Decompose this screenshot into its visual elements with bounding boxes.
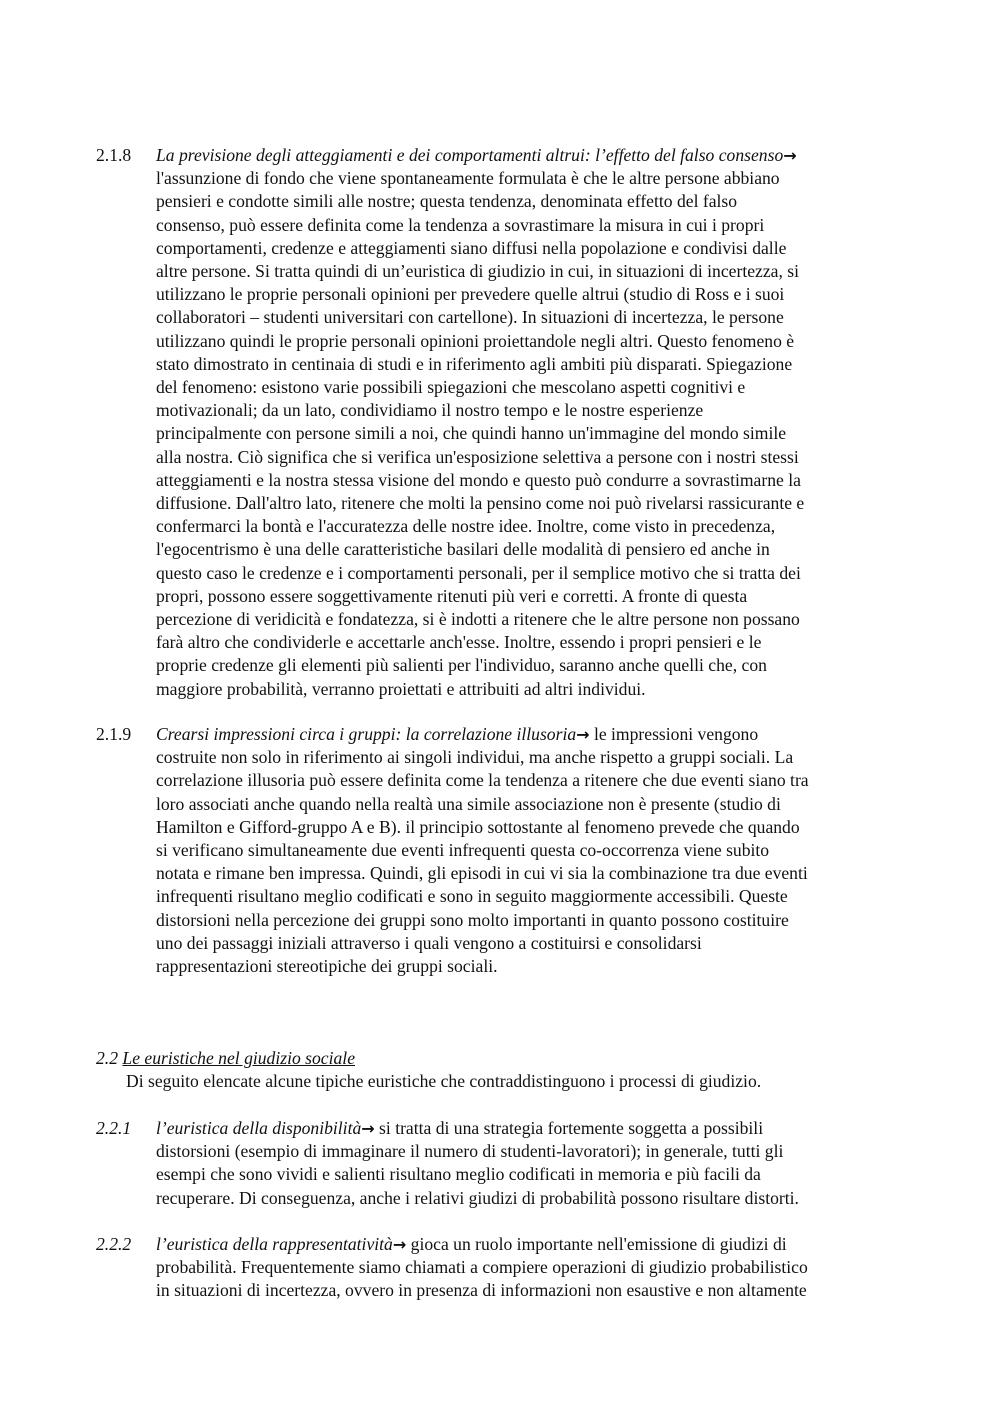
paragraph-line: in situazioni di incertezza, ovvero in presenza di informazioni non esaustive e non altamente — [156, 1280, 807, 1301]
section-2-2-heading — [96, 1047, 916, 1070]
section-number: 2.2.2 — [96, 1234, 132, 1254]
section-number: 2.1.8 — [96, 145, 132, 165]
section-title: La previsione degli atteggiamenti e dei comportamenti altrui: l’effetto del falso consenso — [156, 145, 784, 165]
heading-continuation: gioca un ruolo importante nell'emissione di giudizi di — [406, 1234, 787, 1254]
paragraph-line: notata e rimane ben impressa. Quindi, gli episodi in cui vi sia la combinazione tra due eventi — [156, 863, 808, 884]
arrow-right-icon: → — [783, 146, 797, 165]
paragraph-line: stato dimostrato in centinaia di studi e in riferimento agli ambiti più disparati. Spiegazione — [156, 353, 793, 374]
heading-continuation: le impressioni vengono — [589, 724, 759, 744]
paragraph-line: proprie credenze gli elementi più salienti per l'individuo, saranno anche quelli che, con — [156, 655, 767, 676]
heading-continuation: si tratta di una strategia fortemente soggetta a possibili — [374, 1118, 764, 1138]
paragraph-line: l'assunzione di fondo che viene spontaneamente formulata è che le altre persone abbiano — [156, 168, 780, 189]
section-heading-line — [156, 1233, 916, 1256]
section-body — [156, 1233, 916, 1303]
paragraph-line: collaboratori – studenti universitari con cartellone). In situazioni di incertezza, le persone — [156, 307, 784, 328]
section-intro: Di seguito elencate alcune tipiche euristiche che contraddistinguono i processi di giudizio. — [126, 1071, 762, 1091]
paragraph-line: farà altro che condividerle e accettarle anch'esse. Inoltre, essendo i propri pensieri e le — [156, 632, 762, 653]
paragraph-line: esempi che sono vividi e salienti risultano meglio codificati in memoria e più facili da — [156, 1164, 761, 1185]
section-body — [156, 144, 916, 701]
paragraph-line: correlazione illusoria può essere definita come la tendenza a ritenere che due eventi siano tra — [156, 770, 809, 791]
paragraph-line: atteggiamenti e la nostra stessa visione del mondo e questo può condurre a sovrastimarne la — [156, 469, 801, 490]
section-number: 2.2.1 — [96, 1118, 132, 1138]
paragraph-line: altre persone. Si tratta quindi di un’euristica di giudizio in cui, in situazioni di incertezza, si — [156, 261, 799, 282]
paragraph-line: propri, possono essere soggettivamente ritenuti più veri e corretti. A fronte di questa — [156, 585, 748, 606]
section-title: l’euristica della rappresentatività — [156, 1234, 393, 1254]
section-title: Le euristiche nel giudizio sociale — [122, 1048, 355, 1068]
paragraph-line: l'egocentrismo è una delle caratteristiche basilari delle modalità di pensiero ed anche in — [156, 539, 770, 560]
paragraph-line: loro associati anche quando nella realtà una simile associazione non è presente (studio di — [156, 793, 781, 814]
paragraph-line: Hamilton e Gifford-gruppo A e B). il principio sottostante al fenomeno prevede che quando — [156, 816, 800, 837]
paragraph-line: rappresentazioni stereotipiche dei gruppi sociali. — [156, 956, 498, 977]
paragraph-line: confermarci la bontà e l'accuratezza delle nostre idee. Inoltre, come visto in precedenza, — [156, 516, 776, 537]
arrow-right-icon: → — [392, 1235, 407, 1254]
arrow-right-icon: → — [361, 1119, 375, 1138]
paragraph-line: costruite non solo in riferimento ai singoli individui, ma anche rispetto a gruppi sociali. La — [156, 747, 794, 768]
paragraph-line: motivazionali; da un lato, condividiamo il nostro tempo e le nostre esperienze — [156, 400, 704, 421]
paragraph-line: consenso, può essere definita come la tendenza a sovrastimare la misura in cui i propri — [156, 214, 765, 235]
paragraph-line: distorsioni (esempio di immaginare il numero di studenti-lavoratori); in generale, tutti gli — [156, 1141, 784, 1162]
section-title: Crearsi impressioni circa i gruppi: la correlazione illusoria — [156, 724, 577, 744]
paragraph-line: alla nostra. Ciò significa che si verifica un'esposizione selettiva a persone con i nostri stessi — [156, 446, 799, 467]
section-number: 2.2 — [96, 1048, 118, 1068]
paragraph-line: distorsioni nella percezione dei gruppi sono molto importanti in quanto possono costituire — [156, 909, 789, 930]
paragraph-line: recuperare. Di conseguenza, anche i relativi giudizi di probabilità possono risultare distorti. — [156, 1187, 799, 1208]
section-title: l’euristica della disponibilità — [156, 1118, 362, 1138]
section-heading-line — [156, 1117, 916, 1140]
section-body — [156, 1117, 916, 1210]
paragraph-line: probabilità. Frequentemente siamo chiamati a compiere operazioni di giudizio probabilistico — [156, 1257, 808, 1278]
paragraph-line: principalmente con persone simili a noi, che quindi hanno un'immagine del mondo simile — [156, 423, 787, 444]
paragraph-line: infrequenti risultano meglio codificati e sono in seguito maggiormente accessibili. Queste — [156, 886, 788, 907]
paragraph-line: si verificano simultaneamente due eventi infrequenti questa co-occorrenza viene subito — [156, 840, 770, 861]
paragraph-line: del fenomeno: esistono varie possibili spiegazioni che mescolano aspetti cognitivi e — [156, 377, 746, 398]
paragraph-line: comportamenti, credenze e atteggiamenti siano diffusi nella popolazione e condivisi dalle — [156, 237, 787, 258]
paragraph-line: diffusione. Dall'altro lato, ritenere che molti la pensino come noi può rivelarsi rassicurante e — [156, 493, 805, 514]
paragraph-line: utilizzano le proprie personali opinioni per prevedere quelle altrui (studio di Ross e i suoi — [156, 284, 785, 305]
section-body — [156, 723, 916, 978]
section-number: 2.1.9 — [96, 724, 132, 744]
paragraph-line: questo caso le credenze e i comportamenti personali, per il semplice motivo che si tratta dei — [156, 562, 801, 583]
paragraph-line: maggiore probabilità, verranno proiettati e attribuiti ad altri individui. — [156, 678, 646, 699]
paragraph-line: uno dei passaggi iniziali attraverso i quali vengono a costituirsi e consolidarsi — [156, 932, 702, 953]
paragraph-line: percezione di veridicità e fondatezza, si è indotti a ritenere che le altre persone non possano — [156, 609, 800, 630]
paragraph-line: pensieri e condotte simili alle nostre; questa tendenza, denominata effetto del falso — [156, 191, 738, 212]
arrow-right-icon: → — [576, 725, 590, 744]
section-heading-line — [156, 723, 916, 746]
paragraph-line: utilizzano quindi le proprie personali opinioni proiettandole negli altri. Questo fenomeno è — [156, 330, 795, 351]
section-heading-line — [156, 144, 916, 167]
